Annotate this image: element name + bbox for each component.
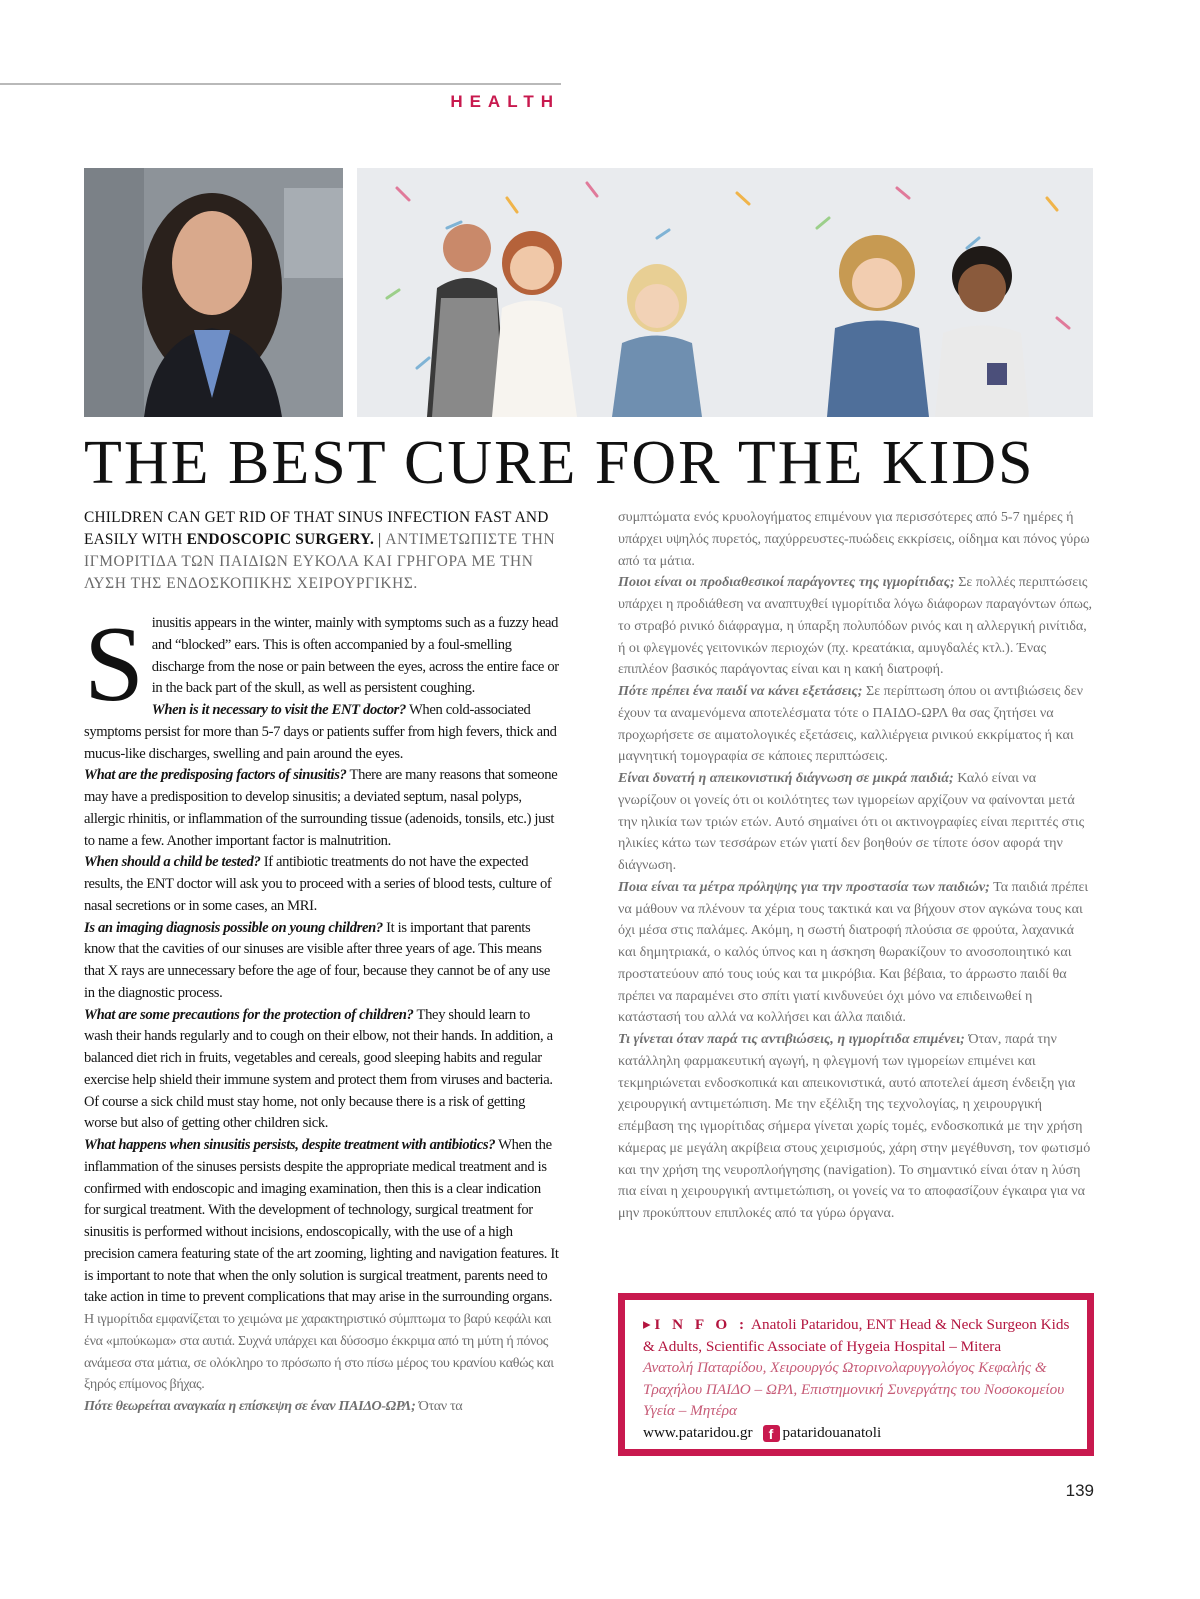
answer: There are many reasons that someone may have a predisposition to develop sinusitis; a deviated septum, nasal polyps, allergic rhinitis, or inflammation of the surrounding tissue (adenoids, tonsils, etc.) just to name a few. Another important factor is malnutrition. bbox=[84, 767, 558, 849]
info-greek-text: Ανατολή Παταρίδου, Χειρουργός Ωτορινολαρυγγολόγος Κεφαλής & Τραχήλου ΠΑΙΔΟ – ΩΡΛ, Επιστημονική Συνεργάτης του Νοσοκομείου Υγεία – Μητέρα bbox=[643, 1359, 1065, 1419]
left-column bbox=[84, 507, 560, 1418]
article-body-greek-start bbox=[84, 1309, 560, 1418]
greek-question: Είναι δυνατή η απεικονιστική διάγνωση σε μικρά παιδιά; bbox=[618, 770, 954, 786]
greek-question: Ποιοι είναι οι προδιαθεσικοί παράγοντες της ιγμορίτιδας; bbox=[618, 574, 955, 591]
intro-paragraph: inusitis appears in the winter, mainly with symptoms such as a fuzzy head and “blocked” ears. This is often accompanied by a foul-smelling discharge from the nose or pain between the eyes, across the entire face or in the back part of the skull, as well as persistent coughing. bbox=[151, 615, 559, 697]
greek-question: Πότε θεωρείται αναγκαία η επίσκεψη σε έναν ΠΑΙΔΟ-ΩΡΛ; bbox=[84, 1398, 416, 1414]
drop-cap: S bbox=[84, 605, 144, 724]
greek-answer: Καλό είναι να γνωρίζουν οι γονείς ότι οι κοιλότητες των ιγμορείων αρχίζουν να φαίνονται μετά την ηλικία των τριών ετών. Αυτό σημαίνει ότι οι ακτινογραφίες είναι περιττές στις ηλικίες κάτω των τεσσάρων ετών γιατί δεν βοηθούν σε τίποτε όσον αφορά την διάγνωση. bbox=[618, 770, 1085, 873]
facebook-icon: f bbox=[763, 1425, 780, 1442]
question: When should a child be tested? bbox=[84, 854, 261, 871]
greek-question: Ποια είναι τα μέτρα πρόληψης για την προστασία των παιδιών; bbox=[618, 878, 990, 895]
section-label: HEALTH bbox=[450, 92, 560, 111]
greek-question: Τι γίνεται όταν παρά τις αντιβιώσεις, η ιγμορίτιδα επιμένει; bbox=[618, 1031, 965, 1047]
subhead-english-bold: ENDOSCOPIC SURGERY. bbox=[186, 531, 375, 548]
kids-photo bbox=[357, 168, 1093, 417]
greek-question: Πότε πρέπει ένα παιδί να κάνει εξετάσεις; bbox=[618, 683, 863, 699]
greek-answer: Σε περίπτωση όπου οι αντιβιώσεις δεν έχουν τα αναμενόμενα αποτελέσματα τότε ο ΠΑΙΔΟ-ΩΡΛ θα σας ζητήσει να προχωρήσετε σε αιματολογικές εξετάσεις, καλλιέργεια ρινικού εκκρίματος ή και μαγνητική τομογραφία σε κάποιες περιπτώσεις. bbox=[618, 683, 1083, 765]
article-subhead bbox=[84, 507, 560, 595]
info-label: I N F O : bbox=[654, 1316, 749, 1333]
question: What are some precautions for the protection of children? bbox=[84, 1006, 414, 1023]
answer: When the inflammation of the sinuses persists despite the appropriate medical treatment and is confirmed with endoscopic and imaging examination, then this is a clear indication for surgical treatment. With the development of technology, surgical treatment for sinusitis is performed without incisions, endoscopically, with the use of a high precision camera featuring state of the art zooming, lighting and navigation features. It is important to note that when the only solution is surgical treatment, parents need to take action in time to prevent complications that may arise in the surrounding organs. bbox=[84, 1137, 559, 1306]
greek-answer-part: Όταν τα bbox=[415, 1398, 463, 1414]
info-english bbox=[643, 1314, 1073, 1357]
info-contacts bbox=[643, 1422, 1073, 1444]
answer: When cold-associated symptoms persist for more than 5-7 days or patients suffer from high fevers, thick and mucus-like discharges, swelling and pain around the eyes. bbox=[84, 702, 557, 762]
answer: They should learn to wash their hands regularly and to cough on their elbow, not their hands. In addition, a balanced diet rich in fruits, vegetables and cereals, good sleeping habits and regular exercise help shield their immune system and protect them from viruses and bacteria. Of course a sick child must stay home, not only because there is a risk of getting worse but also of getting other children sick. bbox=[84, 1006, 553, 1132]
subhead-english: CHILDREN CAN GET RID OF THAT SINUS INFECTION FAST AND EASILY WITH bbox=[84, 509, 549, 548]
article-body-greek bbox=[618, 507, 1094, 1225]
question: What happens when sinusitis persists, despite treatment with antibiotics? bbox=[84, 1137, 496, 1153]
answer: If antibiotic treatments do not have the expected results, the ENT doctor will ask you to proceed with a series of blood tests, culture of nasal secretions or in some cases, an MRI. bbox=[84, 854, 552, 914]
greek-answer: συμπτώματα ενός κρυολογήματος επιμένουν για περισσότερες από 5-7 ημέρες ή υπάρχει υψηλός πυρετός, παχύρρευστες-πυώδεις εκκρίσεις, οίδημα και πόνος γύρω από τα μάτια. bbox=[618, 509, 1090, 569]
question: What are the predisposing factors of sinusitis? bbox=[84, 767, 347, 784]
facebook-link[interactable]: pataridouanatoli bbox=[782, 1423, 882, 1441]
greek-answer: Σε πολλές περιπτώσεις υπάρχει η προδιάθεση να αναπτυχθεί ιγμορίτιδα λόγω διάφορων παραγόντων όπως, το στραβό ρινικό διάφραγμα, η ύπαρξη πολυπόδων ρινός και η αλλεργική ρινίτιδα, ή οι φλεγμονές γειτονικών περιοχών (πχ. κρεατάκια, αμυγδαλές κτλ.). Ένας επιπλέον βασικός παράγοντας είναι και η κακή διατροφή. bbox=[618, 574, 1092, 678]
info-english-text: Anatoli Pataridou, ENT Head & Neck Surgeon Kids & Adults, Scientific Associate of Hygeia Hospital – Mitera bbox=[643, 1316, 1070, 1355]
greek-answer: Όταν, παρά την κατάλληλη φαρμακευτική αγωγή, η φλεγμονή των ιγμορείων επιμένει και τεκμηριώνεται ενδοσκοπικά και απεικονιστικά, αυτό αποτελεί άμεση ένδειξη για χειρουργική αντιμετώπιση. Με την εξέλιξη της τεχνολογίας, η χειρουργική επέμβαση της ιγμορίτιδας σήμερα γίνεται χωρίς τομές, ενδοσκοπικά με την χρήση κάμερας με μεγάλη ακρίβεια στους χειρισμούς, χάρη στην μεγέθυνση, τον φωτισμό και την χρήση της νευροπλοήγησης (navigation). Το σημαντικό είναι όταν η λύση πια είναι η χειρουργική αντιμετώπιση, οι γονείς να το αποφασίζουν έγκαιρα για να μην προκύπτουν επιπλοκές από τα γύρω όργανα. bbox=[618, 1031, 1091, 1221]
article-body-english bbox=[84, 605, 560, 1418]
author-portrait-photo bbox=[84, 168, 343, 417]
article-headline: THE BEST CURE FOR THE KIDS bbox=[84, 429, 1035, 497]
question: When is it necessary to visit the ENT doctor? bbox=[151, 702, 406, 718]
info-marker-icon: ▸ bbox=[643, 1316, 651, 1333]
greek-intro-paragraph: Η ιγμορίτιδα εμφανίζεται το χειμώνα με χαρακτηριστικό σύμπτωμα το βαρύ κεφάλι και ένα «μπούκωμα» στα αυτιά. Συχνά υπάρχει και δύσοσμο έκκριμα από τη μύτη ή πόνος ανάμεσα στα μάτια, σε ολόκληρο το πρόσωπο ή στο πίσω μέρος του κρανίου καθώς και ξηρός επίμονος βήχας. bbox=[84, 1311, 554, 1393]
website-link[interactable]: www.pataridou.gr bbox=[643, 1423, 753, 1441]
answer: It is important that parents know that the cavities of our sinuses are visible after three years of age. This means that X rays are unnecessary before the age of four, because they cannot be of any use in the diagnostic process. bbox=[84, 919, 551, 1001]
right-column bbox=[618, 507, 1094, 1225]
page-number: 139 bbox=[1065, 1481, 1094, 1500]
subhead-separator: | bbox=[374, 531, 386, 548]
greek-answer: Τα παιδιά πρέπει να μάθουν να πλένουν τα χέρια τους τακτικά και να βήχουν στον αγκώνα τους και όχι μέσα στις παλάμες. Ακόμη, η σωστή διατροφή πλούσια σε φρούτα, λαχανικά και δημητριακά, ο καλός ύπνος και η άσκηση θωρακίζουν το ανοσοποιητικό και προστατεύουν από τους ιούς και τα μικρόβια. Και βέβαια, το άρρωστο παιδί θα πρέπει να παραμένει στο σπίτι γιατί κινδυνεύει όχι μόνο να επιδεινωθεί η κατάστασή του αλλά να κολλήσει και άλλα παιδιά. bbox=[618, 878, 1089, 1026]
info-box-content bbox=[625, 1300, 1087, 1449]
header-rule bbox=[0, 83, 561, 85]
info-box bbox=[618, 1293, 1094, 1456]
question: Is an imaging diagnosis possible on young children? bbox=[84, 919, 383, 936]
subhead-greek: ΑΝΤΙΜΕΤΩΠΙΣΤΕ ΤΗΝ ΙΓΜΟΡΙΤΙΔΑ ΤΩΝ ΠΑΙΔΙΩΝ ΕΥΚΟΛΑ ΚΑΙ ΓΡΗΓΟΡΑ ΜΕ ΤΗΝ ΛΥΣΗ ΤΗΣ ΕΝΔΟΣΚΟΠΙΚΗΣ ΧΕΙΡΟΥΡΓΙΚΗΣ. bbox=[84, 531, 556, 592]
